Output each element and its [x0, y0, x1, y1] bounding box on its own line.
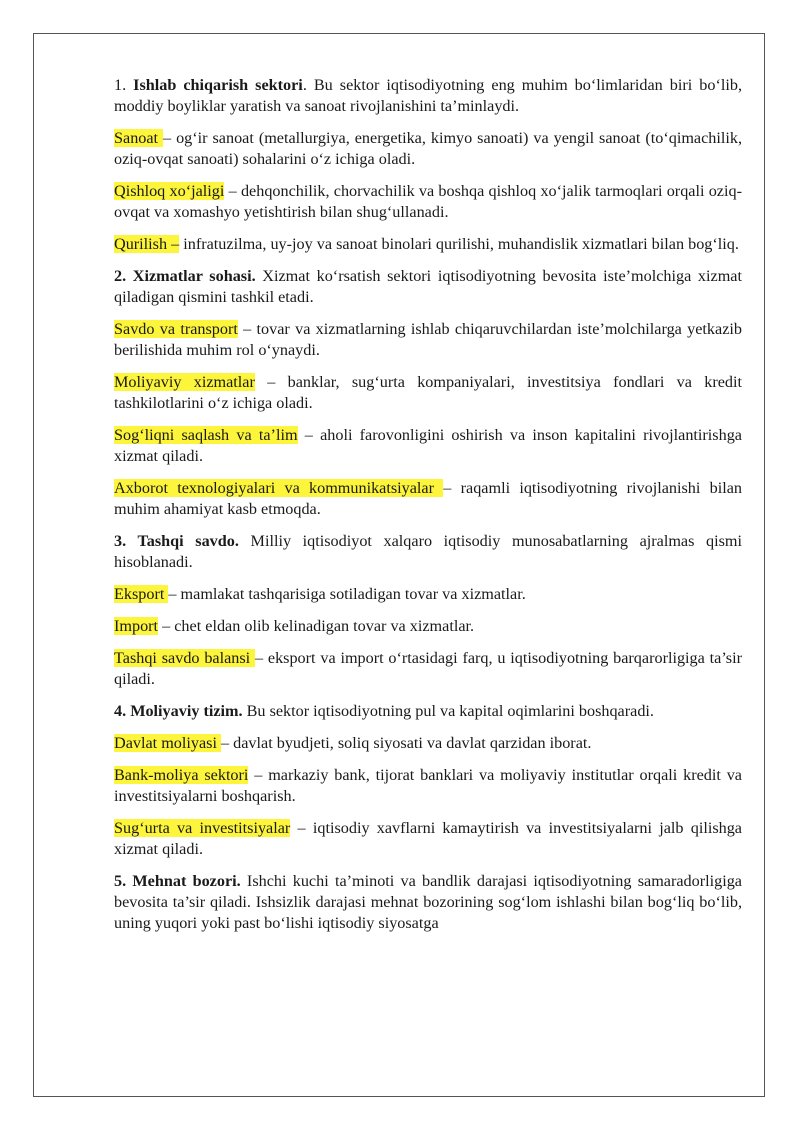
- term-definition: – eksport va import o‘rtasidagi farq, u iqtisodiyotning barqarorligiga ta’sir qiladi.: [114, 649, 742, 688]
- term-moliyaviy-xizmatlar: [114, 372, 742, 414]
- highlighted-term: Sog‘liqni saqlash va ta’lim: [114, 426, 298, 444]
- term-sanoat: [114, 128, 742, 170]
- section-3-paragraph: [114, 531, 742, 573]
- term-eksport: [114, 584, 742, 605]
- term-sugurta-va-investitsiyalar: [114, 818, 742, 860]
- term-definition: – raqamli iqtisodiyotning rivojlanishi bilan muhim ahamiyat kasb etmoqda.: [114, 479, 742, 518]
- term-axborot-texnologiyalari: [114, 478, 742, 520]
- section-heading: 2. Xizmatlar sohasi.: [114, 267, 256, 285]
- term-qishloq-xojaligi: [114, 181, 742, 223]
- term-definition: – mamlakat tashqarisiga sotiladigan tovar va xizmatlar.: [168, 585, 526, 603]
- section-5-paragraph: [114, 871, 742, 934]
- term-qurilish: [114, 234, 742, 255]
- section-heading: 5. Mehnat bozori.: [114, 872, 241, 890]
- highlighted-term: Sanoat: [114, 129, 164, 147]
- term-sogliqni-saqlash: [114, 425, 742, 467]
- section-number: 1.: [114, 76, 134, 94]
- highlighted-term: Axborot texnologiyalari va kommunikatsiyalar: [114, 479, 444, 497]
- section-heading: 4. Moliyaviy tizim.: [114, 702, 243, 720]
- section-4-paragraph: [114, 701, 742, 722]
- term-definition: – davlat byudjeti, soliq siyosati va davlat qarzidan iborat.: [221, 734, 592, 752]
- term-definition: – chet eldan olib kelinadigan tovar va xizmatlar.: [158, 617, 475, 635]
- term-definition: – dehqonchilik, chorvachilik va boshqa qishloq xo‘jalik tarmoqlari orqali oziq-ovqat va xomashyo yetishtirish bilan shug‘ullanadi.: [114, 182, 742, 221]
- term-bank-moliya-sektori: [114, 765, 742, 807]
- term-definition: – aholi farovonligini oshirish va inson kapitalini rivojlantirishga xizmat qiladi.: [114, 426, 742, 465]
- section-text: . Bu sektor iqtisodiyotning eng muhim bo‘limlaridan biri bo‘lib, moddiy boyliklar yaratish va sanoat rivojlanishini ta’minlaydi.: [114, 76, 742, 115]
- highlighted-term: Tashqi savdo balansi: [114, 649, 255, 667]
- highlighted-term: Savdo va transport: [114, 320, 238, 338]
- term-definition: – tovar va xizmatlarning ishlab chiqaruvchilardan iste’molchilarga yetkazib berilishida muhim rol o‘ynaydi.: [114, 320, 742, 359]
- highlighted-term: Eksport: [114, 585, 169, 603]
- term-definition: – markaziy bank, tijorat banklari va moliyaviy institutlar orqali kredit va investitsiyalarni boshqarish.: [114, 766, 742, 805]
- highlighted-term: Sug‘urta va investitsiyalar: [114, 819, 291, 837]
- section-2-paragraph: [114, 266, 742, 308]
- term-davlat-moliyasi: [114, 733, 742, 754]
- term-definition: – og‘ir sanoat (metallurgiya, energetika, kimyo sanoati) va yengil sanoat (to‘qimachilik, oziq-ovqat sanoati) sohalarini o‘z ichiga oladi.: [114, 129, 743, 168]
- highlighted-term: Qurilish –: [114, 235, 180, 253]
- term-tashqi-savdo-balansi: [114, 648, 742, 690]
- section-heading: 3. Tashqi savdo.: [114, 532, 239, 550]
- term-definition: infratuzilma, uy-joy va sanoat binolari qurilishi, muhandislik xizmatlari bilan bog‘liq.: [179, 235, 739, 253]
- term-import: [114, 616, 742, 637]
- section-heading: Ishlab chiqarish sektori: [133, 76, 303, 94]
- document-body: [114, 75, 742, 945]
- section-text: Milliy iqtisodiyot xalqaro iqtisodiy munosabatlarning ajralmas qismi hisoblanadi.: [114, 532, 743, 571]
- section-text: Bu sektor iqtisodiyotning pul va kapital oqimlarini boshqaradi.: [242, 702, 654, 720]
- term-savdo-va-transport: [114, 319, 742, 361]
- highlighted-term: Moliyaviy xizmatlar: [114, 373, 255, 391]
- highlighted-term: Import: [114, 617, 159, 635]
- section-text: Ishchi kuchi ta’minoti va bandlik darajasi iqtisodiyotning samaradorligiga bevosita ta’sir qiladi. Ishsizlik darajasi mehnat bozorining sog‘lom ishlashi bilan bog‘liq bo‘lib, uning yuqori yoki past bo‘lishi iqtisodiy siyosatga: [114, 872, 742, 932]
- term-definition: – banklar, sug‘urta kompaniyalari, investitsiya fondlari va kredit tashkilotlarini o‘z ichiga oladi.: [114, 373, 742, 412]
- section-text: Xizmat ko‘rsatish sektori iqtisodiyotning bevosita iste’molchiga xizmat qiladigan qismini tashkil etadi.: [114, 267, 742, 306]
- term-definition: – iqtisodiy xavflarni kamaytirish va investitsiyalarni jalb qilishga xizmat qiladi.: [114, 819, 742, 858]
- highlighted-term: Qishloq xo‘jaligi: [114, 182, 225, 200]
- highlighted-term: Davlat moliyasi: [114, 734, 221, 752]
- section-1-paragraph: [114, 75, 742, 117]
- highlighted-term: Bank-moliya sektori: [114, 766, 249, 784]
